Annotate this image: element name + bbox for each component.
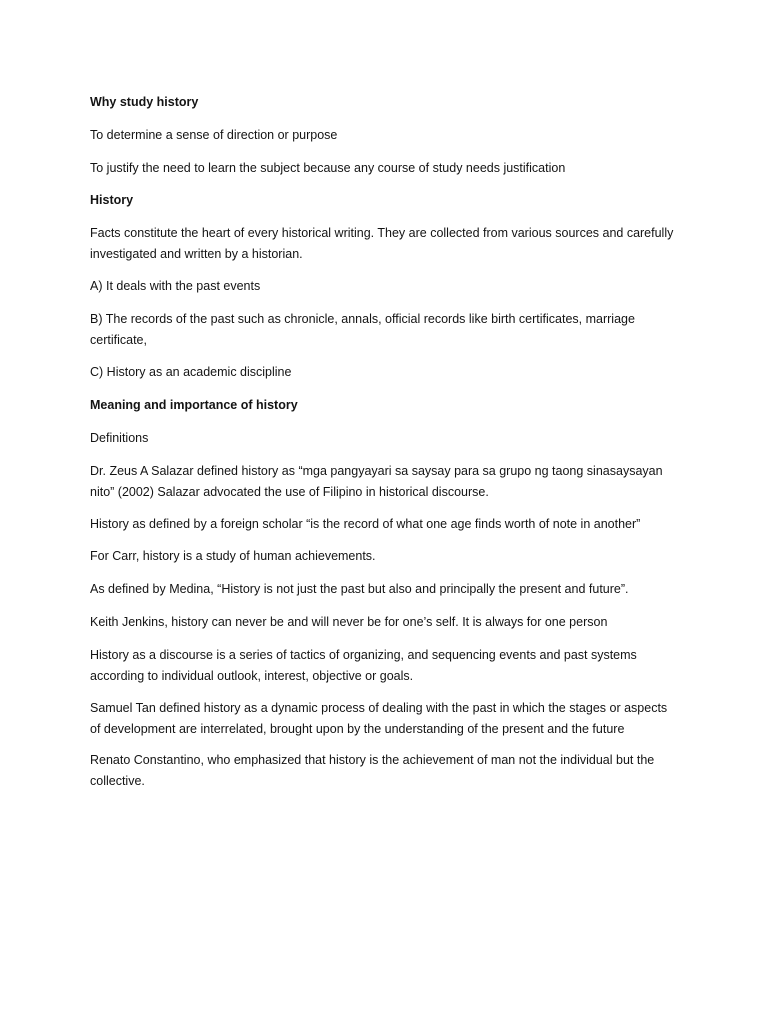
heading-history: History bbox=[90, 193, 134, 207]
heading-why-study-history: Why study history bbox=[90, 95, 199, 109]
heading-meaning-importance: Meaning and importance of history bbox=[90, 398, 298, 412]
heading-definitions: Definitions bbox=[90, 431, 149, 445]
definition-medina: As defined by Medina, “History is not just the past but also and principally the present and future”. bbox=[90, 582, 629, 596]
definition-carr: For Carr, history is a study of human achievements. bbox=[90, 549, 376, 563]
definition-discourse: History as a discourse is a series of tactics of organizing, and sequencing events and past systems according to individual outlook, interest, objective or goals. bbox=[90, 648, 637, 683]
list-item-c: C) History as an academic discipline bbox=[90, 365, 292, 379]
definition-salazar: Dr. Zeus A Salazar defined history as “mga pangyayari sa saysay para sa grupo ng taong sinasaysayan nito” (2002) Salazar advocated the use of Filipino in historical discourse. bbox=[90, 464, 663, 499]
paragraph-facts: Facts constitute the heart of every historical writing. They are collected from various sources and carefully investigated and written by a historian. bbox=[90, 226, 674, 261]
definition-foreign-scholar: History as defined by a foreign scholar “is the record of what one age finds worth of note in another” bbox=[90, 517, 641, 531]
definition-jenkins: Keith Jenkins, history can never be and will never be for one’s self. It is always for one person bbox=[90, 615, 608, 629]
list-item-a: A) It deals with the past events bbox=[90, 279, 261, 293]
definition-constantino: Renato Constantino, who emphasized that history is the achievement of man not the individual but the collective. bbox=[90, 753, 655, 788]
paragraph-direction: To determine a sense of direction or purpose bbox=[90, 128, 338, 142]
definition-tan: Samuel Tan defined history as a dynamic process of dealing with the past in which the stages or aspects of development are interrelated, brought upon by the understanding of the present and the future bbox=[90, 701, 668, 736]
list-item-b: B) The records of the past such as chronicle, annals, official records like birth certificates, marriage certificate, bbox=[90, 312, 635, 347]
paragraph-justify: To justify the need to learn the subject because any course of study needs justification bbox=[90, 161, 566, 175]
